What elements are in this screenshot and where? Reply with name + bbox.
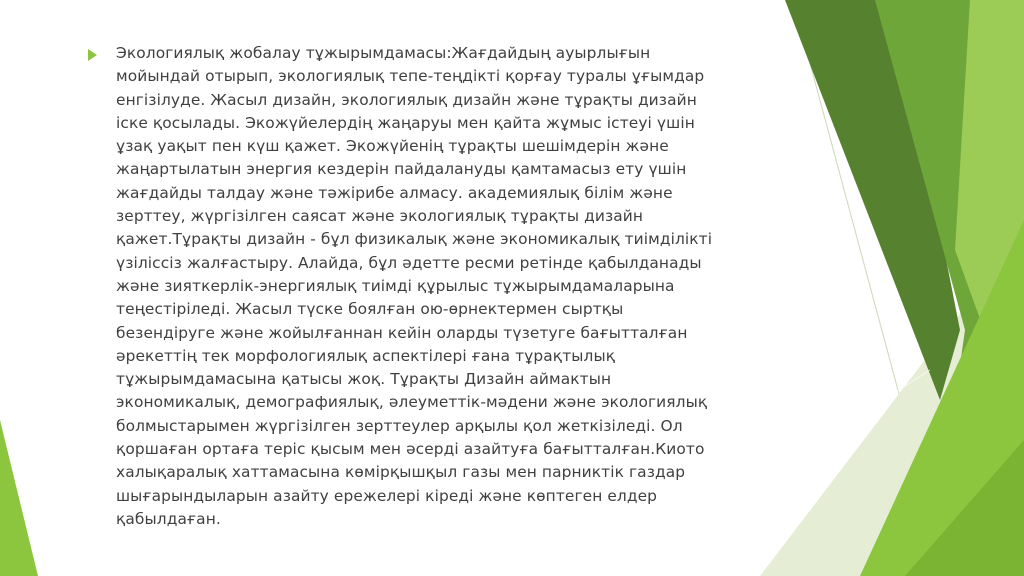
paragraph-text: Экологиялық жобалау тұжырымдамасы:Жағдайдың ауырлығын мойындай отырып, экологиялық тепе-теңдікті қорғау туралы ұғымдар енгізілуде. Жасыл дизайн, экологиялық дизайн және тұрақты дизайн іске қосылады. Экожүйелердің жаңаруы мен қайта жұмыс істеуі үшін ұзақ уақыт пен күш қажет. Экожүйенің тұрақты шешімдерін және жаңартылатын энергия кездерін пайдалануды қамтамасыз ету үшін жағдайды талдау және тәжірибе алмасу. академиялық білім және зерттеу, жүргізілген саясат және экологиялық тұрақты дизайн қажет.Тұрақты дизайн - бұл физикалық және экономикалық тиімділікті үзіліссіз жалғастыру. Алайда, бұл әдетте ресми ретінде қабылданады және зияткерлік-энергиялық тиімді құрылыс тұжырымдамаларына теңестіріледі. Жасыл түске боялған ою-өрнектермен сыртқы безендіруге және жойылғаннан кейін оларды түзетуге бағытталған әрекеттің тек морфологиялық аспектілері ғана тұрақтылық тұжырымдамасына қатысы жоқ. Тұрақты Дизайн аймактын экономикалық, демографиялық, әлеуметтік-мәдени және экологиялық болмыстарымен жүргізілген зерттеулер арқылы қол жеткізіледі. Ол қоршаған ортаға теріс қысым мен әсерді азайтуға бағытталған.Киото халықаралық хаттамасына көмірқышқыл газы мен парниктік газдар шығарындыларын азайту ережелері кіреді және көптеген елдер қабылдаған. — [116, 44, 713, 528]
bullet-item — [88, 42, 778, 531]
triangle-bullet-icon — [88, 49, 97, 61]
left-accent-shape — [0, 420, 38, 576]
content-area — [88, 42, 778, 531]
